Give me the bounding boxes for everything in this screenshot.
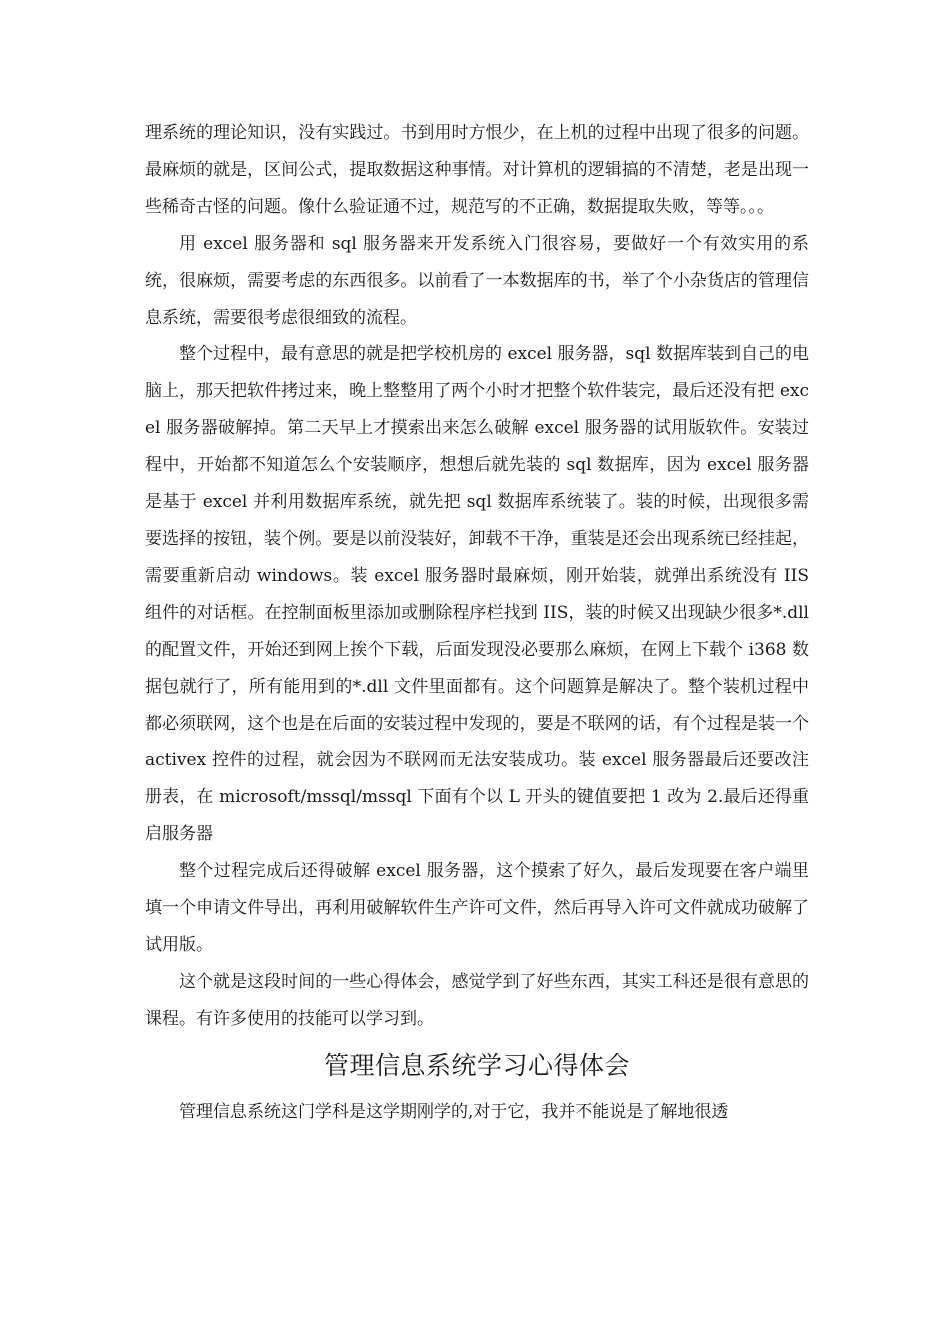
paragraph-4: 整个过程完成后还得破解 excel 服务器，这个摸索了好久，最后发现要在客户端里填一个申请文件导出，再利用破解软件生产许可文件，然后再导入许可文件就成功破解了试用版。: [145, 861, 809, 955]
section-heading: 管理信息系统学习心得体会: [323, 1050, 630, 1080]
paragraph-3: 整个过程中，最有意思的就是把学校机房的 excel 服务器，sql 数据库装到自己的电脑上，那天把软件拷过来，晚上整整用了两个小时才把整个软件装完，最后还没有把 excel 服务器破解掉。第二天早上才摸索出来怎么破解 excel 服务器的试用版软件。安装过程中，开始都不知道怎么个安装顺序，想想后就先装的 sql 数据库，因为 excel 服务器是基于 excel 并利用数据库系统，就先把 sql 数据库系统装了。装的时候，出现很多需要选择的按钮，装个例。要是以前没装好，卸载不干净，重装是还会出现系统已经挂起，需要重新启动 windows。装 excel 服务器时最麻烦，刚开始装，就弹出系统没有 IIS 组件的对话框。在控制面板里添加或删除程序栏找到 IIS，装的时候又出现缺少很多*.dll 的配置文件，开始还到网上挨个下载，后面发现没必要那么麻烦，在网上下载个 i368 数据包就行了，所有能用到的*.dll 文件里面都有。这个问题算是解决了。整个装机过程中都必须联网，这个也是在后面的安装过程中发现的，要是不联网的话，有个过程是装一个 activex 控件的过程，就会因为不联网而无法安装成功。装 excel 服务器最后还要改注册表，在 microsoft/mssql/mssql 下面有个以 L 开头的键值要把 1 改为 2.最后还得重启服务器: [145, 344, 809, 845]
paragraph-1: 理系统的理论知识，没有实践过。书到用时方恨少，在上机的过程中出现了很多的问题。最麻烦的就是，区间公式，提取数据这种事情。对计算机的逻辑搞的不清楚，老是出现一些稀奇古怪的问题。像什么验证通不过，规范写的不正确，数据提取失败，等等。。。: [145, 123, 809, 217]
paragraph-5: 这个就是这段时间的一些心得体会，感觉学到了好些东西，其实工科还是很有意思的课程。有许多使用的技能可以学习到。: [145, 971, 809, 1029]
paragraph-2: 用 excel 服务器和 sql 服务器来开发系统入门很容易，要做好一个有效实用的系统，很麻烦，需要考虑的东西很多。以前看了一本数据库的书，举了个小杂货店的管理信息系统，需要很考虑很细致的流程。: [145, 233, 809, 328]
paragraph-6: 管理信息系统这门学科是这学期刚学的,对于它，我并不能说是了解地很透: [179, 1101, 729, 1122]
document-page: [145, 115, 809, 1131]
